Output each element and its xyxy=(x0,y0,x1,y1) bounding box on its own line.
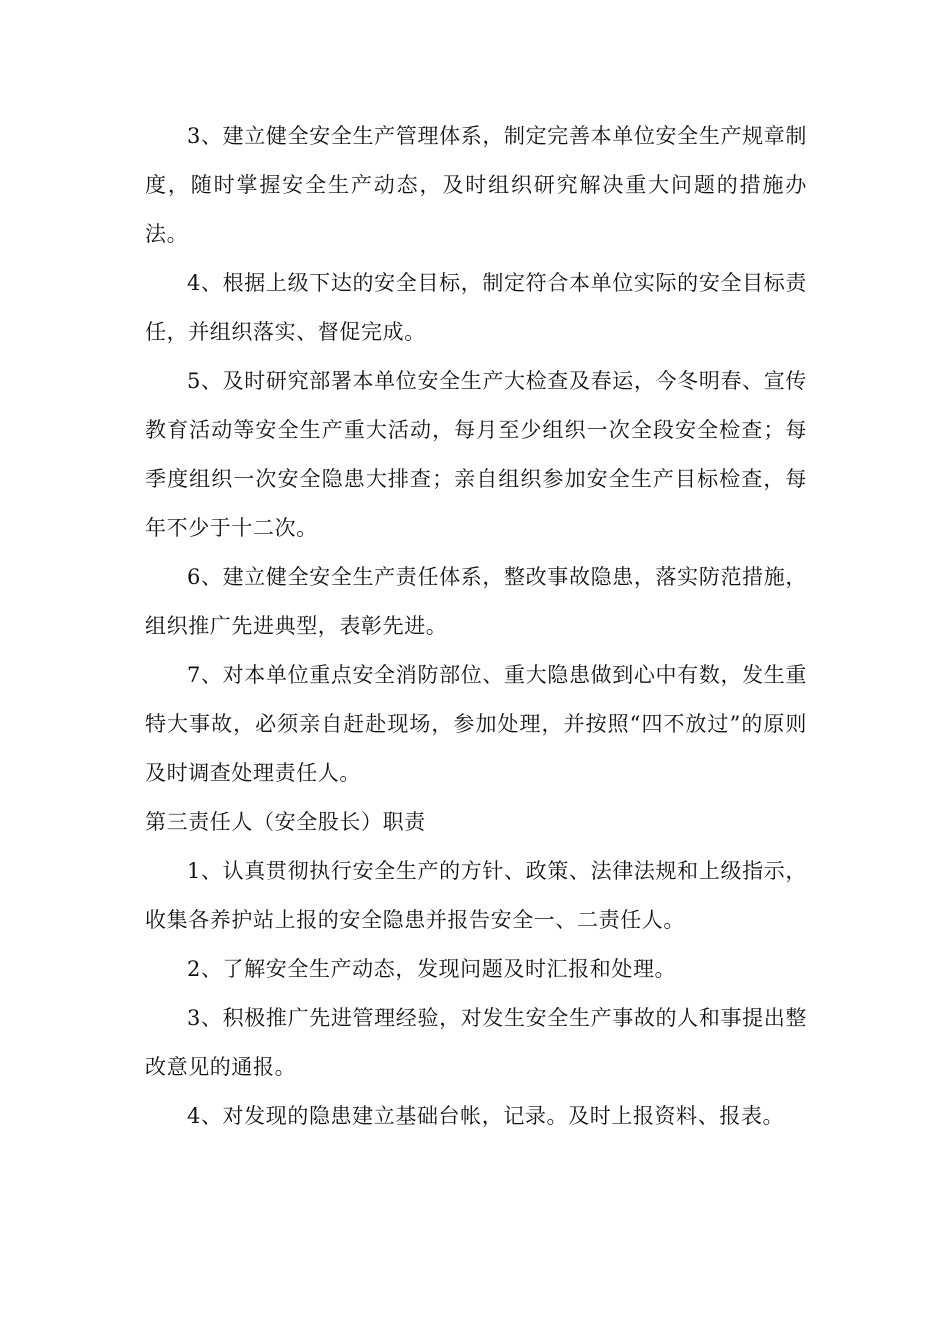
section-heading: 第三责任人（安全股长）职责 xyxy=(145,810,426,834)
section-paragraph-3: 3、积极推广先进管理经验，对发生安全生产事故的人和事提出整改意见的通报。 xyxy=(145,1006,807,1079)
section-paragraph-2: 2、了解安全生产动态，发现问题及时汇报和处理。 xyxy=(187,957,677,981)
paragraph-item-7: 7、对本单位重点安全消防部位、重大隐患做到心中有数，发生重特大事故，必须亲自赶赴现场，参加处理，并按照“四不放过”的原则及时调查处理责任人。 xyxy=(145,663,807,785)
section-paragraph-1: 1、认真贯彻执行安全生产的方针、政策、法律法规和上级指示，收集各养护站上报的安全隐患并报告安全一、二责任人。 xyxy=(145,859,807,932)
paragraph-item-3: 3、建立健全安全生产管理体系，制定完善本单位安全生产规章制度，随时掌握安全生产动态，及时组织研究解决重大问题的措施办法。 xyxy=(145,124,807,246)
paragraph-item-6: 6、建立健全安全生产责任体系，整改事故隐患，落实防范措施，组织推广先进典型，表彰先进。 xyxy=(145,565,807,638)
section-paragraph-4: 4、对发现的隐患建立基础台帐，记录。及时上报资料、报表。 xyxy=(187,1104,785,1128)
paragraph-item-5: 5、及时研究部署本单位安全生产大检查及春运，今冬明春、宣传教育活动等安全生产重大活动，每月至少组织一次全段安全检查；每季度组织一次安全隐患大排查；亲自组织参加安全生产目标检查，每年不少于十二次。 xyxy=(145,369,807,540)
paragraph-item-4: 4、根据上级下达的安全目标，制定符合本单位实际的安全目标责任，并组织落实、督促完成。 xyxy=(145,271,807,344)
document-body xyxy=(145,112,807,1141)
